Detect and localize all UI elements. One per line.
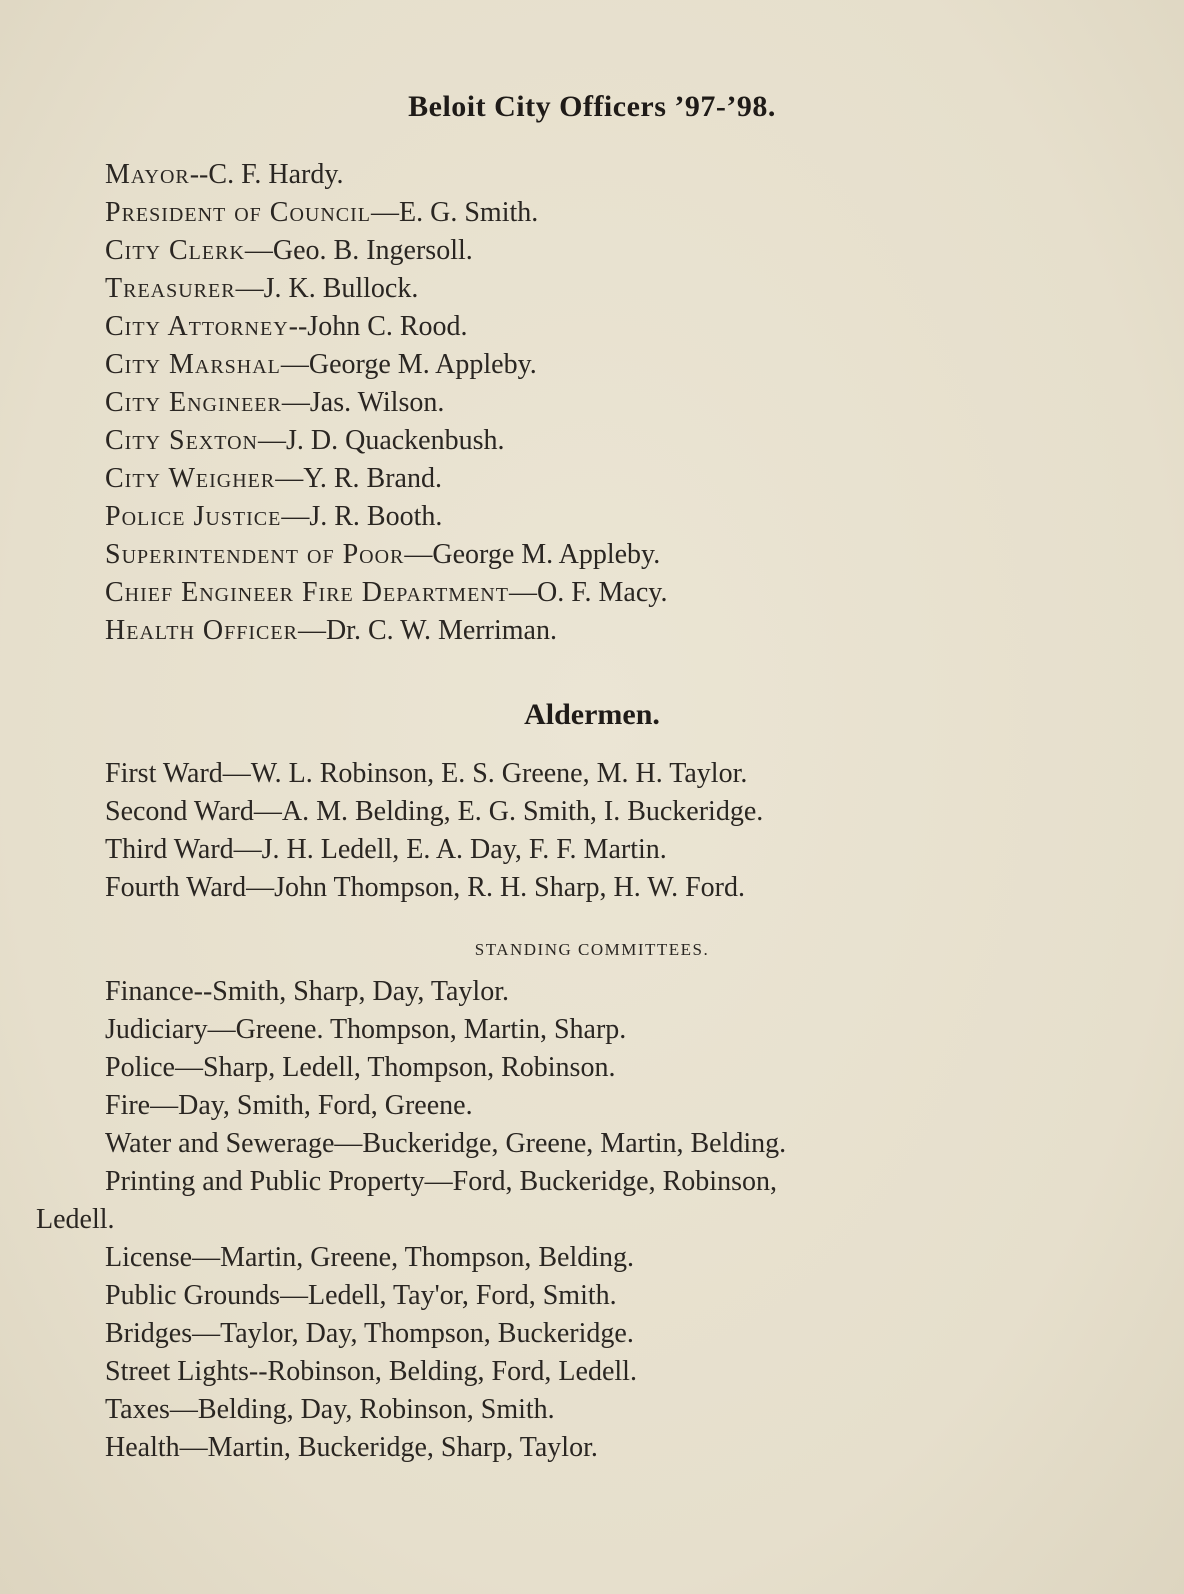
officer-name: George M. Appleby. xyxy=(308,349,537,380)
officer-line xyxy=(105,196,538,230)
officer-title: Treasurer xyxy=(105,273,236,304)
officer-line xyxy=(105,538,660,572)
officer-line xyxy=(105,424,505,458)
officer-name: J. K. Bullock. xyxy=(263,273,419,304)
committee-line: License—Martin, Greene, Thompson, Belding. xyxy=(105,1242,635,1273)
officer-line xyxy=(105,386,444,420)
officer-name: O. F. Macy. xyxy=(536,577,668,608)
officer-line xyxy=(105,348,537,382)
committee-line: Bridges—Taylor, Day, Thompson, Buckeridge. xyxy=(105,1318,634,1349)
officer-name: C. F. Hardy. xyxy=(208,159,344,190)
officer-separator: — xyxy=(508,577,537,608)
officer-name: George M. Appleby. xyxy=(432,539,661,570)
officer-separator: -- xyxy=(288,311,308,342)
officer-separator: -- xyxy=(189,159,209,190)
officer-separator: — xyxy=(281,387,310,418)
officer-line xyxy=(105,462,442,496)
officer-separator: — xyxy=(404,539,433,570)
committee-line: Taxes—Belding, Day, Robinson, Smith. xyxy=(105,1394,555,1425)
officer-line xyxy=(105,614,557,648)
committee-line: Street Lights--Robinson, Belding, Ford, Ledell. xyxy=(105,1356,637,1387)
aldermen-heading: Aldermen. xyxy=(524,698,660,731)
committee-line: Police—Sharp, Ledell, Thompson, Robinson. xyxy=(105,1052,616,1083)
officer-title: City Engineer xyxy=(105,387,282,418)
officer-title: City Marshal xyxy=(105,349,281,380)
officer-separator: — xyxy=(371,197,400,228)
officer-title: Mayor xyxy=(105,159,190,190)
committee-line: Water and Sewerage—Buckeridge, Greene, Martin, Belding. xyxy=(105,1128,787,1159)
officer-title: City Sexton xyxy=(105,425,258,456)
officer-title: City Attorney xyxy=(105,311,289,342)
officer-name: J. D. Quackenbush. xyxy=(285,425,505,456)
officer-title: City Weigher xyxy=(105,463,276,494)
officer-name: Jas. Wilson. xyxy=(309,387,445,418)
officer-name: Geo. B. Ingersoll. xyxy=(272,235,473,266)
officer-title: Superintendent of Poor xyxy=(105,539,405,570)
officer-name: Dr. C. W. Merriman. xyxy=(325,615,557,646)
committee-line: Judiciary—Greene. Thompson, Martin, Sharp. xyxy=(105,1014,627,1045)
officer-separator: — xyxy=(257,425,286,456)
committees-heading: STANDING COMMITTEES. xyxy=(474,940,710,959)
officer-separator: — xyxy=(244,235,273,266)
officer-line xyxy=(105,310,468,344)
committee-line: Public Grounds—Ledell, Tay'or, Ford, Smith. xyxy=(105,1280,617,1311)
officer-line xyxy=(105,500,442,534)
officer-name: John C. Rood. xyxy=(307,311,468,342)
officer-separator: — xyxy=(280,349,309,380)
officer-title: City Clerk xyxy=(105,235,245,266)
officer-separator: — xyxy=(235,273,264,304)
officer-separator: — xyxy=(275,463,304,494)
committee-line-continuation: Ledell. xyxy=(36,1204,115,1235)
committee-line: Printing and Public Property—Ford, Buckeridge, Robinson, xyxy=(105,1166,777,1197)
ward-line: Third Ward—J. H. Ledell, E. A. Day, F. F. Martin. xyxy=(105,834,667,865)
committee-line: Fire—Day, Smith, Ford, Greene. xyxy=(105,1090,473,1121)
committee-line: Finance--Smith, Sharp, Day, Taylor. xyxy=(105,976,509,1007)
officer-name: E. G. Smith. xyxy=(399,197,539,228)
ward-line: First Ward—W. L. Robinson, E. S. Greene, M. H. Taylor. xyxy=(105,758,748,789)
officer-line xyxy=(105,234,473,268)
officer-title: Chief Engineer Fire Department xyxy=(105,577,509,608)
officer-line xyxy=(105,158,344,192)
officer-name: J. R. Booth. xyxy=(309,501,443,532)
officer-title: President of Council xyxy=(105,197,372,228)
officer-title: Health Officer xyxy=(105,615,298,646)
officer-line xyxy=(105,272,418,306)
ward-line: Second Ward—A. M. Belding, E. G. Smith, I. Buckeridge. xyxy=(105,796,764,827)
ward-line: Fourth Ward—John Thompson, R. H. Sharp, H. W. Ford. xyxy=(105,872,745,903)
officer-name: Y. R. Brand. xyxy=(303,463,442,494)
page-title: Beloit City Officers ’97-’98. xyxy=(408,90,776,123)
officer-line xyxy=(105,576,667,610)
committee-line: Health—Martin, Buckeridge, Sharp, Taylor. xyxy=(105,1432,598,1463)
officer-separator: — xyxy=(281,501,310,532)
officer-title: Police Justice xyxy=(105,501,282,532)
officer-separator: — xyxy=(297,615,326,646)
